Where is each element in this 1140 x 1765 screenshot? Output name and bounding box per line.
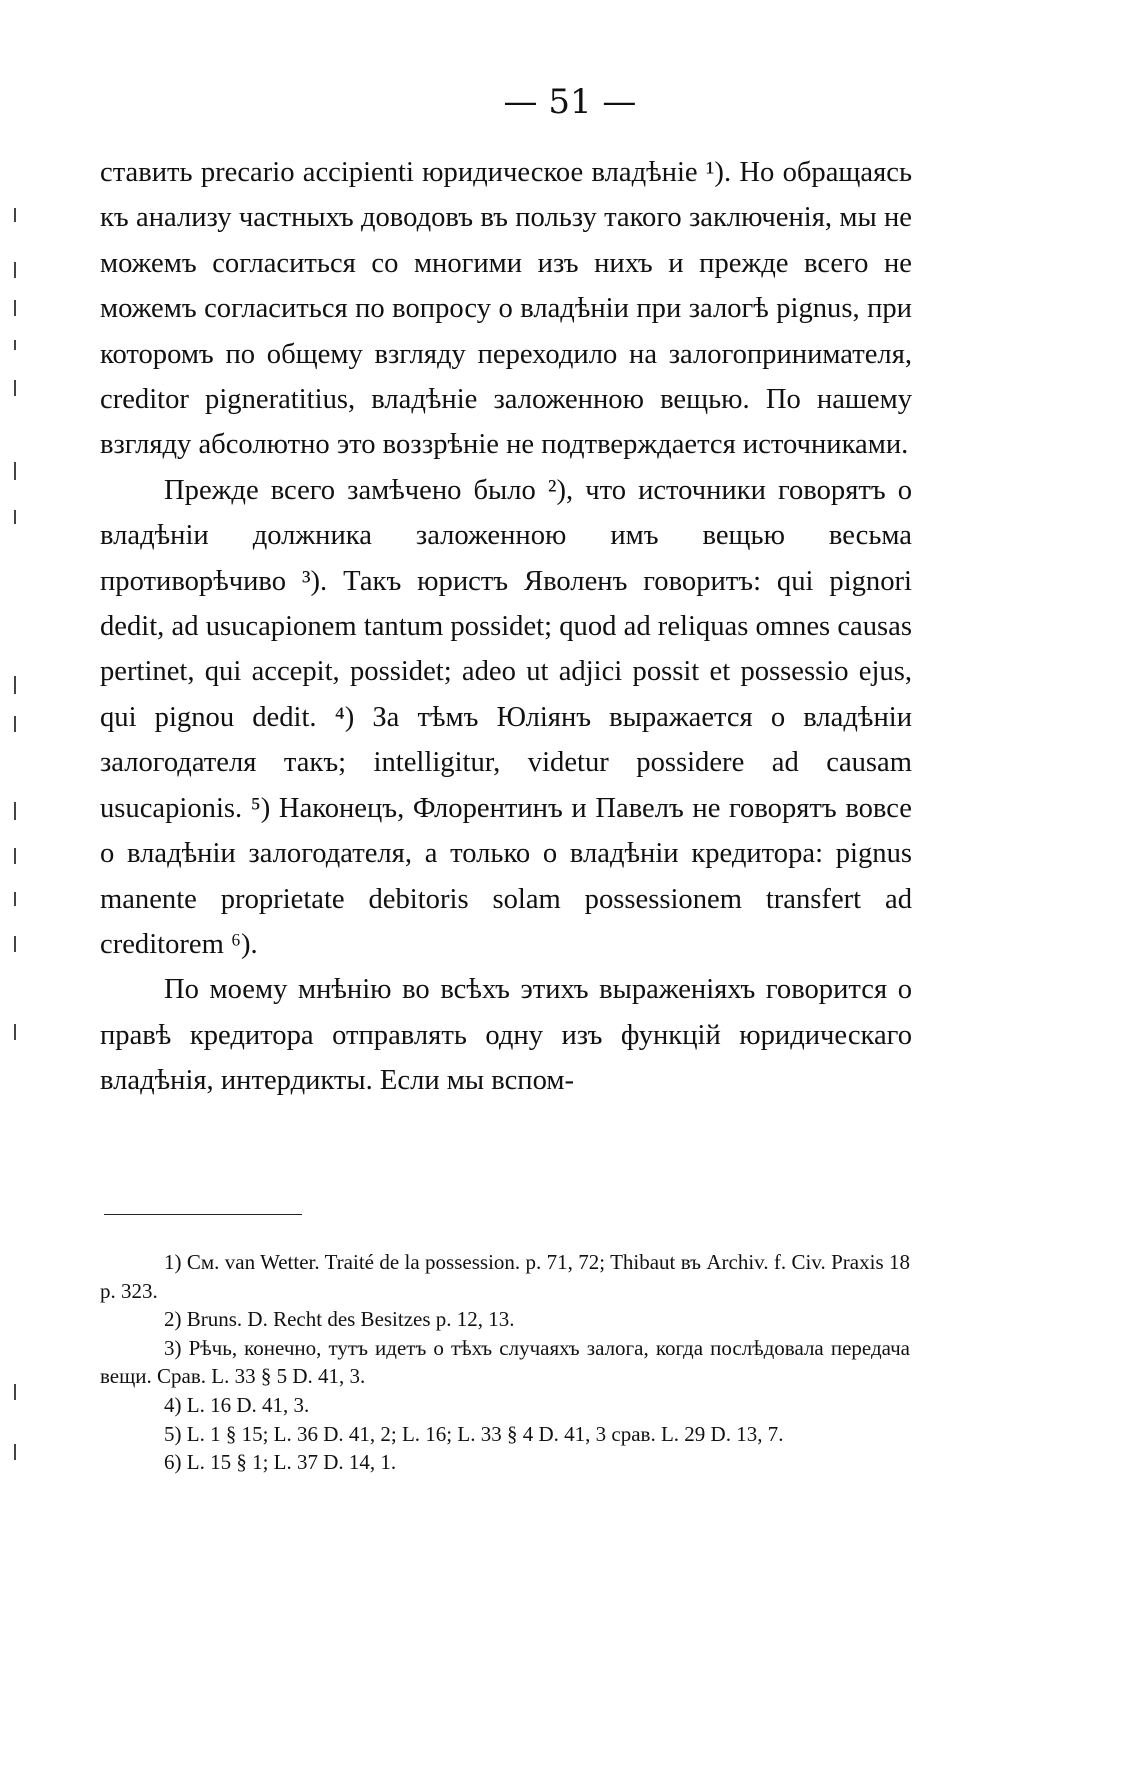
margin-mark bbox=[14, 208, 16, 222]
margin-mark bbox=[14, 802, 16, 820]
margin-mark bbox=[14, 462, 16, 480]
margin-mark bbox=[14, 676, 16, 694]
margin-mark bbox=[14, 848, 16, 864]
footnote: 1) См. van Wetter. Traité de la possession. p. 71, 72; Thibaut въ Archiv. f. Civ. Praxis 18 p. 323. bbox=[100, 1250, 910, 1303]
body-text bbox=[100, 150, 912, 1104]
margin-mark bbox=[14, 1384, 16, 1400]
margin-mark bbox=[14, 716, 16, 732]
footnote: 3) Рѣчь, конечно, тутъ идетъ о тѣхъ случаяхъ залога, когда послѣдовала передача вещи. Срав. L. 33 § 5 D. 41, 3. bbox=[100, 1335, 910, 1389]
margin-mark bbox=[14, 1024, 16, 1040]
margin-mark bbox=[14, 510, 16, 524]
page-number: — 51 — bbox=[503, 82, 637, 122]
paragraph: Прежде всего замѣчено было ²), что источники говорятъ о владѣніи должника заложенною имъ вещью весьма противорѣчиво ³). Такъ юристъ Яволенъ говоритъ: qui pignori dedit, ad usucapionem tantum possidet; quod ad reliquas omnes causas pertinet, qui accepit, possidet; adeo ut adjici possit et possessio ejus, qui pignou dedit. ⁴) За тѣмъ Юліянъ выражается о владѣніи залогодателя такъ; intelligitur, videtur possidere ad causam usucapionis. ⁵) Наконецъ, Флорентинъ и Павелъ не говорятъ вовсе о владѣніи залогодателя, а только о владѣніи кредитора: pignus manente proprietate debitoris solam possessionem transfert ad creditorem ⁶). bbox=[100, 474, 912, 960]
footnote: 6) L. 15 § 1; L. 37 D. 14, 1. bbox=[164, 1450, 397, 1475]
margin-mark bbox=[14, 892, 16, 906]
footnotes bbox=[100, 1248, 910, 1477]
footnote: 5) L. 1 § 15; L. 36 D. 41, 2; L. 16; L. 33 § 4 D. 41, 3 срав. L. 29 D. 13, 7. bbox=[164, 1421, 784, 1446]
margin-mark bbox=[14, 936, 16, 952]
left-margin-marks bbox=[0, 0, 30, 1765]
margin-mark bbox=[14, 262, 16, 278]
margin-mark bbox=[14, 1444, 16, 1460]
margin-mark bbox=[14, 300, 16, 316]
paragraph: По моему мнѣнію во всѣхъ этихъ выраженіяхъ говорится о правѣ кредитора отправлять одну изъ функцій юридическаго владѣнія, интердикты. Если мы вспом- bbox=[100, 974, 912, 1097]
margin-mark bbox=[14, 380, 16, 396]
margin-mark bbox=[14, 340, 16, 350]
footnote-divider bbox=[104, 1214, 302, 1215]
paragraph: ставить precario accipienti юридическое владѣніе ¹). Но обращаясь къ анализу частныхъ доводовъ въ пользу такого заключенія, мы не можемъ согласиться со многими изъ нихъ и прежде всего не можемъ согласиться по вопросу о владѣніи при залогѣ pignus, при которомъ по общему взгляду переходило на залогопринимателя, creditor pigneratitius, владѣніе заложенною вещью. По нашему взгляду абсолютно это воззрѣніе не подтверждается источниками. bbox=[100, 157, 912, 461]
footnote: 2) Bruns. D. Recht des Besitzes p. 12, 13. bbox=[164, 1307, 515, 1332]
footnote: 4) L. 16 D. 41, 3. bbox=[164, 1392, 310, 1417]
